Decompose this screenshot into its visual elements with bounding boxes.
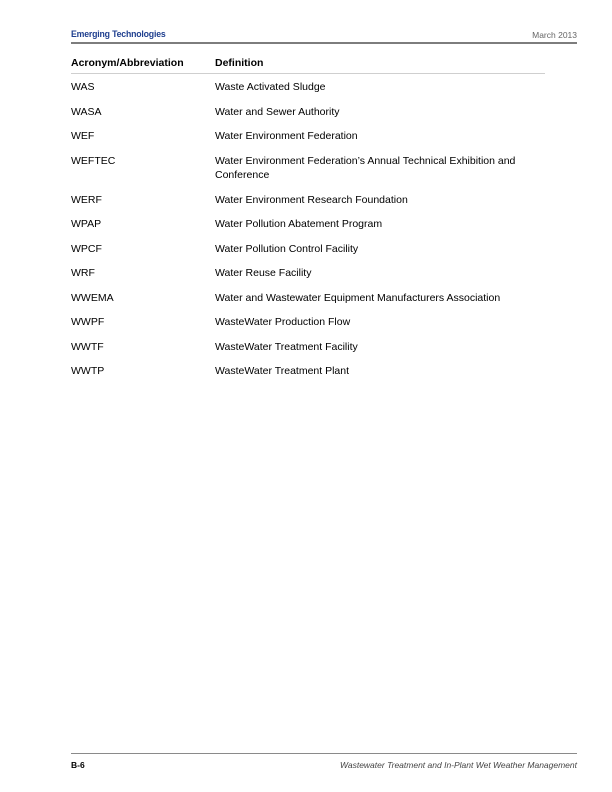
table-row xyxy=(71,74,545,99)
definition-cell: Waste Activated Sludge xyxy=(215,81,326,93)
document-title: Wastewater Treatment and In-Plant Wet Weather Management xyxy=(339,760,577,770)
acronym-cell: WEFTEC xyxy=(71,154,116,167)
definition-cell: WasteWater Treatment Facility xyxy=(215,340,358,353)
column-header-acronym: Acronym/Abbreviation xyxy=(71,57,215,74)
column-header-definition: Definition xyxy=(215,57,545,74)
table-row xyxy=(71,285,545,310)
definition-cell: Water Reuse Facility xyxy=(215,267,312,279)
header-divider xyxy=(71,42,577,44)
acronym-cell: WASA xyxy=(71,105,102,118)
table-row xyxy=(71,211,545,236)
acronym-cell: WWTF xyxy=(71,340,104,353)
acronym-cell: WAS xyxy=(71,81,95,93)
definition-cell: WasteWater Production Flow xyxy=(215,316,351,328)
acronym-cell: WEF xyxy=(71,130,95,142)
definition-cell: Water Environment Research Foundation xyxy=(215,193,408,206)
acronym-cell: WRF xyxy=(71,267,95,279)
footer-divider xyxy=(71,753,577,754)
table-header-row xyxy=(71,57,545,74)
acronym-cell: WWTP xyxy=(71,365,105,377)
table-row xyxy=(71,99,545,124)
acronym-cell: WWPF xyxy=(71,316,105,328)
definition-cell: Water and Sewer Authority xyxy=(215,105,340,118)
table-row xyxy=(71,334,545,359)
definition-cell: Water Environment Federation’s Annual Technical Exhibition and Conference xyxy=(215,154,516,181)
table-row xyxy=(71,148,545,187)
acronym-cell: WPAP xyxy=(71,218,102,230)
header-title: Emerging Technologies xyxy=(71,29,166,40)
header-date: March 2013 xyxy=(532,30,577,40)
page-header xyxy=(71,29,577,43)
definition-cell: Water Environment Federation xyxy=(215,130,358,142)
table-row xyxy=(71,309,545,334)
table-row xyxy=(71,358,545,383)
table-row xyxy=(71,123,545,148)
table-row xyxy=(71,187,545,212)
table-row xyxy=(71,260,545,285)
definition-cell: WasteWater Treatment Plant xyxy=(215,365,350,377)
acronym-cell: WWEMA xyxy=(71,291,114,304)
acronym-table xyxy=(71,57,545,383)
acronym-cell: WERF xyxy=(71,193,102,206)
definition-cell: Water Pollution Abatement Program xyxy=(215,218,383,230)
definition-cell: Water and Wastewater Equipment Manufacturers Association xyxy=(215,291,501,304)
table-row xyxy=(71,236,545,261)
page-number: B-6 xyxy=(71,760,85,770)
definition-cell: Water Pollution Control Facility xyxy=(215,242,359,255)
acronym-cell: WPCF xyxy=(71,242,102,255)
